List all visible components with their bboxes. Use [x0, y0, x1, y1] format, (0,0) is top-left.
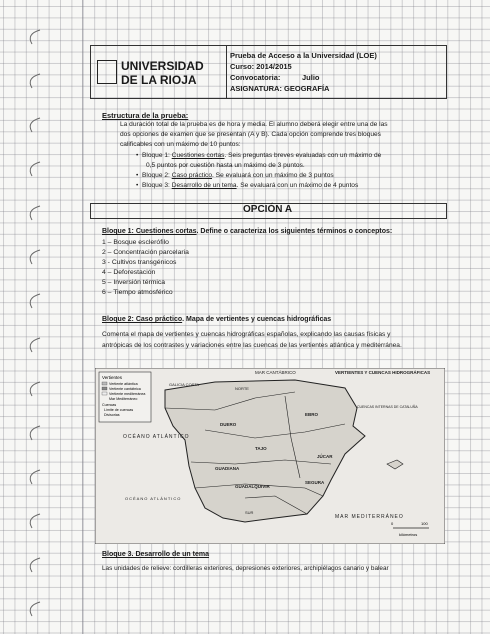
course: Curso: 2014/2015: [230, 62, 292, 71]
scale-unit: kilómetros: [399, 532, 418, 537]
scale-zero: 0: [391, 521, 394, 526]
subject: ASIGNATURA: GEOGRAFÍA: [230, 84, 330, 93]
block1-item-1: 1 – Bosque esclerófilo: [102, 239, 169, 246]
block3-line: Las unidades de relieve: cordilleras exteriores, depresiones exteriores, archipiélagos canario y balear: [102, 565, 389, 572]
margin-line: [82, 0, 83, 634]
watershed-map: [95, 368, 445, 544]
structure-line-2: dos opciones de examen que se presentan (A y B). Cada opción comprende tres bloques: [120, 131, 381, 138]
option-title: OPCIÓN A: [243, 204, 293, 215]
structure-line-1: La duración total de la prueba es de hora y media. El alumno deberá elegir entre una de las: [120, 121, 388, 128]
legend-item-3: Vertiente mediterránea: [109, 392, 146, 396]
map-label-ebro: EBRO: [305, 412, 319, 417]
university-name-line1: UNIVERSIDAD: [121, 59, 204, 73]
legend-item-5: Cuencas: [102, 403, 117, 407]
scale-hundred: 100: [421, 521, 428, 526]
legend-title: Vertientes: [102, 375, 123, 380]
map-label-guadalquivir: GUADALQUIVIR: [235, 484, 270, 489]
map-label-duero: DUERO: [220, 422, 237, 427]
map-label-sur: SUR: [245, 510, 254, 515]
block1-item-5: 5 – Inversión térmica: [102, 279, 166, 286]
map-label-galicia: GALICIA COSTA: [169, 382, 200, 387]
block1-heading-line: Bloque 1: Cuestiones cortas. Define o caracteriza los siguientes términos o conceptos:: [102, 228, 393, 235]
map-label-jucar: JÚCAR: [317, 454, 333, 459]
map-label-cantabrico: MAR CANTÁBRICO: [255, 370, 296, 375]
block2-line-1: Comenta el mapa de vertientes y cuencas hidrográficas españolas, explicando las causas físicas y: [102, 331, 391, 338]
legend-item-7: Divisorias: [104, 413, 120, 417]
legend-item-6: Límite de cuencas: [104, 408, 134, 412]
map-label-mediterraneo: MAR MEDITERRÁNEO: [335, 514, 404, 520]
structure-heading: Estructura de la prueba:: [102, 111, 189, 120]
block1-item-6: 6 – Tiempo atmosférico: [102, 289, 173, 296]
structure-line-3: calificables con un máximo de 10 puntos:: [120, 141, 241, 148]
map-label-atlantic-2: OCÉANO ATLÁNTICO: [125, 496, 182, 501]
map-label-norte: NORTE: [235, 386, 249, 391]
map-label-tajo: TAJO: [255, 446, 267, 451]
map-label-segura: SEGURA: [305, 480, 325, 485]
block1-item-3: 3 - Cultivos transgénicos: [102, 259, 177, 266]
bullet-3: • Bloque 3: Desarrollo de un tema. Se evaluará con un máximo de 4 puntos: [136, 182, 359, 189]
block1-item-4: 4 – Deforestación: [102, 269, 156, 276]
bullet-2: • Bloque 2: Caso práctico. Se evaluará con un máximo de 3 puntos: [136, 172, 334, 179]
exam-title: Prueba de Acceso a la Universidad (LOE): [230, 51, 377, 60]
legend-item-2: Vertiente cantábrica: [109, 387, 141, 391]
call-label: Convocatoria:: [230, 73, 281, 82]
block2-line-2: antrópicas de los contrastes y variaciones entre las cuencas de las vertientes atlántica y mediterránea.: [102, 342, 402, 349]
bullet-1: • Bloque 1: Cuestiones cortas. Seis preguntas breves evaluadas con un máximo de: [136, 152, 382, 159]
block2-heading-line: Bloque 2: Caso práctico. Mapa de vertientes y cuencas hidrográficas: [102, 316, 332, 323]
university-logo-icon: [97, 60, 117, 84]
map-label-title: VERTIENTES Y CUENCAS HIDROGRÁFICAS: [335, 370, 431, 375]
map-label-atlantic-1: OCÉANO ATLÁNTICO: [123, 434, 190, 440]
bullet-1-cont: 0,5 puntos por cuestión hasta un máximo de 3 puntos.: [146, 162, 305, 169]
call-value: Julio: [302, 73, 320, 82]
map-label-catalunya: CUENCAS INTERNAS DE CATALUÑA: [357, 405, 418, 409]
university-name-line2: DE LA RIOJA: [121, 73, 197, 87]
legend-item-4: Mar Mediterráneo: [109, 397, 138, 401]
binding-holes: [0, 0, 70, 634]
legend-item-1: Vertiente atlántica: [109, 382, 138, 386]
block3-heading: Bloque 3. Desarrollo de un tema: [102, 551, 209, 558]
block1-item-2: 2 – Concentración parcelaria: [102, 249, 189, 256]
map-label-guadiana: GUADIANA: [215, 466, 240, 471]
